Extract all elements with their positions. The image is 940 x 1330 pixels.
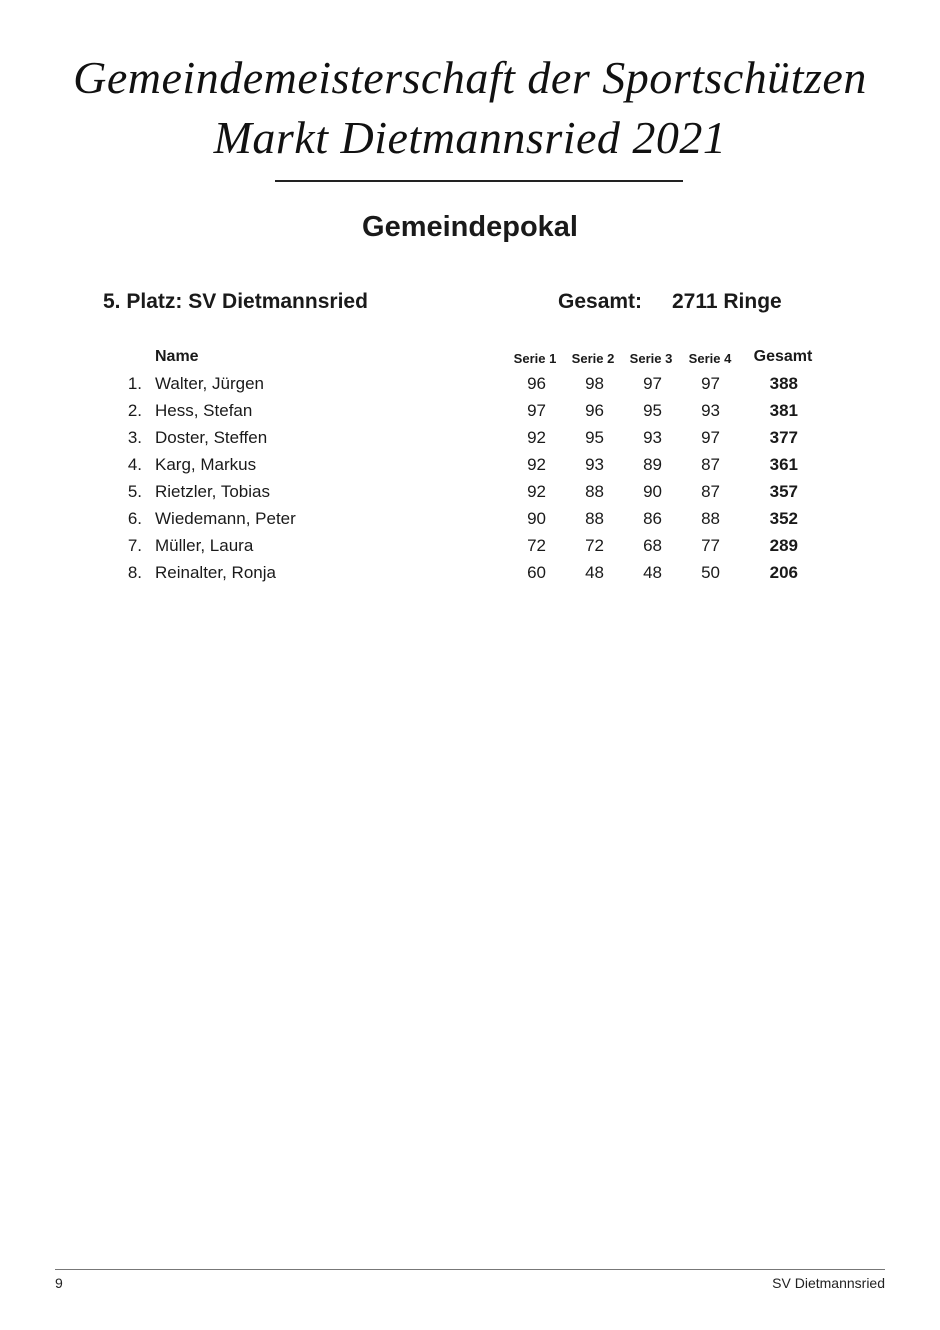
row-serie-2: 98 xyxy=(585,374,604,393)
row-serie-3: 89 xyxy=(643,455,662,474)
table-row xyxy=(0,559,940,586)
row-serie-2: 95 xyxy=(585,428,604,447)
row-total: 357 xyxy=(769,482,798,501)
row-serie-3: 86 xyxy=(643,509,662,528)
row-name: Müller, Laura xyxy=(155,536,254,555)
header-serie-2: Serie 2 xyxy=(571,351,615,366)
row-serie-1: 92 xyxy=(527,455,546,474)
row-rank: 1. xyxy=(127,374,142,393)
row-name: Walter, Jürgen xyxy=(155,374,264,393)
row-serie-2: 48 xyxy=(585,563,604,582)
page-number: 9 xyxy=(55,1275,63,1291)
header-serie-1: Serie 1 xyxy=(513,351,557,366)
team-total-label: Gesamt: xyxy=(558,290,643,313)
row-serie-3: 48 xyxy=(643,563,662,582)
row-serie-4: 88 xyxy=(701,509,720,528)
row-rank: 7. xyxy=(127,536,142,555)
table-row xyxy=(0,397,940,424)
row-serie-4: 77 xyxy=(701,536,720,555)
row-rank: 3. xyxy=(127,428,142,447)
row-name: Hess, Stefan xyxy=(155,401,253,420)
table-row xyxy=(0,370,940,397)
row-serie-2: 88 xyxy=(585,482,604,501)
title-line-2: Markt Dietmannsried 2021 xyxy=(213,112,727,163)
row-total: 381 xyxy=(769,401,798,420)
row-serie-4: 97 xyxy=(701,428,720,447)
row-name: Rietzler, Tobias xyxy=(155,482,270,501)
team-total-value: 2711 Ringe xyxy=(672,290,782,313)
header-serie-3: Serie 3 xyxy=(629,351,673,366)
row-serie-2: 93 xyxy=(585,455,604,474)
row-serie-4: 50 xyxy=(701,563,720,582)
row-name: Karg, Markus xyxy=(155,455,257,474)
row-serie-1: 92 xyxy=(527,482,546,501)
table-row xyxy=(0,532,940,559)
row-serie-1: 97 xyxy=(527,401,546,420)
row-serie-1: 60 xyxy=(527,563,546,582)
team-placement: 5. Platz: SV Dietmannsried xyxy=(103,290,368,313)
row-serie-3: 97 xyxy=(643,374,662,393)
row-total: 289 xyxy=(769,536,798,555)
table-row xyxy=(0,451,940,478)
row-serie-3: 90 xyxy=(643,482,662,501)
row-serie-2: 96 xyxy=(585,401,604,420)
row-name: Wiedemann, Peter xyxy=(155,509,296,528)
row-serie-4: 93 xyxy=(701,401,720,420)
table-row xyxy=(0,478,940,505)
footer-divider xyxy=(55,1269,885,1270)
row-total: 206 xyxy=(769,563,798,582)
row-serie-1: 90 xyxy=(527,509,546,528)
title-line-1: Gemeindemeisterschaft der Sportschützen xyxy=(73,52,867,103)
footer-club-name: SV Dietmannsried xyxy=(772,1275,885,1291)
header-name: Name xyxy=(155,348,199,365)
row-serie-3: 93 xyxy=(643,428,662,447)
row-rank: 8. xyxy=(127,563,142,582)
row-total: 388 xyxy=(769,374,798,393)
table-row xyxy=(0,424,940,451)
row-name: Reinalter, Ronja xyxy=(155,563,276,582)
row-rank: 2. xyxy=(127,401,142,420)
row-serie-4: 87 xyxy=(701,455,720,474)
header-serie-4: Serie 4 xyxy=(688,351,732,366)
row-rank: 6. xyxy=(127,509,142,528)
row-rank: 4. xyxy=(127,455,142,474)
title-divider xyxy=(275,180,683,182)
row-serie-3: 95 xyxy=(643,401,662,420)
row-serie-4: 97 xyxy=(701,374,720,393)
row-rank: 5. xyxy=(127,482,142,501)
row-serie-2: 72 xyxy=(585,536,604,555)
header-gesamt: Gesamt xyxy=(753,348,813,365)
row-total: 352 xyxy=(769,509,798,528)
row-serie-1: 92 xyxy=(527,428,546,447)
row-serie-3: 68 xyxy=(643,536,662,555)
row-total: 361 xyxy=(769,455,798,474)
row-serie-1: 96 xyxy=(527,374,546,393)
row-total: 377 xyxy=(769,428,798,447)
page-subtitle: Gemeindepokal xyxy=(362,211,578,243)
row-serie-4: 87 xyxy=(701,482,720,501)
row-serie-1: 72 xyxy=(527,536,546,555)
table-row xyxy=(0,505,940,532)
row-serie-2: 88 xyxy=(585,509,604,528)
row-name: Doster, Steffen xyxy=(155,428,268,447)
